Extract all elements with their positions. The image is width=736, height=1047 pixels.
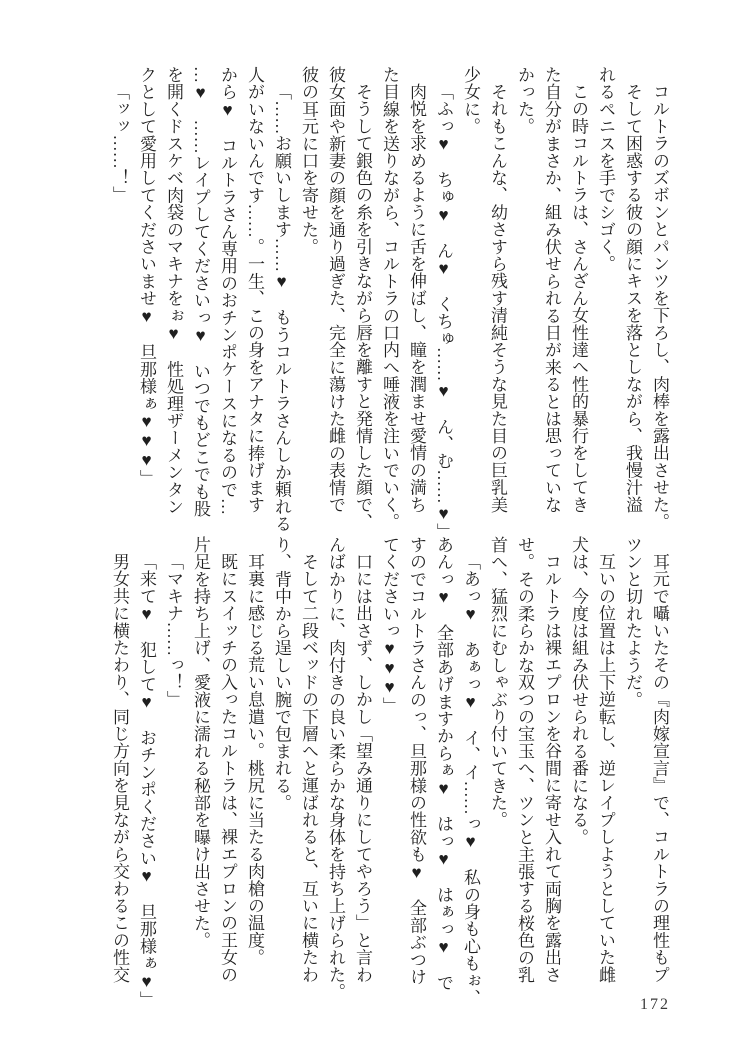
text-column: てくださいっ♥♥♥」	[380, 536, 399, 714]
text-column: から♥ コルトラさん専用のおチンポケースになるので…	[218, 66, 237, 516]
text-column: を開くドスケベ肉袋のマキナをぉ♥ 性処理ザーメンタン	[164, 66, 183, 516]
text-column: コルトラは裸エプロンを谷間に寄せ入れて両胸を露出さ	[542, 553, 561, 983]
text-column: クとして愛用してくださいませ♥ 旦那様ぁ♥♥♥」	[137, 66, 156, 487]
text-column: 首へ、猛烈にむしゃぶり付いてきた。	[488, 536, 507, 829]
text-column: 彼の耳元に口を寄せた。	[299, 66, 318, 256]
text-column: 「来て♥ 犯して♥ おチンポください♥ 旦那様ぁ♥」	[137, 553, 156, 1009]
text-column: そして二段ベッドの下層へと運ばれると、互いに横たわ	[299, 553, 318, 983]
text-column: 人がいないんです……。一生、この身をアナタに捧げます	[245, 66, 264, 514]
page-number: 172	[640, 996, 670, 1013]
text-column: 肉悦を求めるように舌を伸ばし、瞳を潤ませ愛情の満ち	[407, 83, 426, 513]
text-column: 彼女面や新妻の顔を通り過ぎた、完全に蕩けた雌の表情で	[326, 66, 345, 514]
text-column: コルトラのズボンとパンツを下ろし、肉棒を露出させた。	[650, 83, 669, 531]
text-column: 男女共に横たわり、同じ方向を見ながら交わるこの性交	[110, 553, 129, 983]
text-column: んばかりに、肉付きの良い柔らかな身体を持ち上げられた。	[326, 536, 345, 1001]
text-column: 犬は、今度は組み伏せられる番になる。	[569, 536, 588, 846]
text-column: 耳裏に感じる荒い息遣い。桃尻に当たる肉槍の温度。	[245, 553, 264, 966]
text-column: り、背中から逞しい腕で包まれる。	[272, 536, 291, 812]
text-column: 「マキナ……っ！」	[164, 553, 183, 708]
text-column: せ。その柔らかな双つの宝玉へ、ツンと主張する桜色の乳	[515, 536, 534, 984]
text-band-top	[106, 66, 673, 541]
text-column: そうして銀色の糸を引きながら唇を離すと発情した顔で、	[353, 83, 372, 531]
text-column: すのでコルトラさんのっ、旦那様の性欲も♥ 全部ぶつけ	[407, 536, 426, 986]
text-column: 既にスイッチの入ったコルトラは、裸エプロンの王女の	[218, 553, 237, 983]
text-column: 片足を持ち上げ、愛液に濡れる秘部を曝け出させた。	[191, 536, 210, 949]
text-column: 口には出さず、しかし「望み通りにしてやろう」と言わ	[353, 553, 372, 983]
text-column: 「ふっ♥ ちゅ♥ ん♥ くちゅ……♥ ん、む……♥」	[434, 83, 453, 541]
text-column: 耳元で囁いたその『肉嫁宣言』で、コルトラの理性もプ	[650, 553, 669, 983]
text-column: ツンと切れたようだ。	[623, 536, 642, 708]
text-column: れるペニスを手でシゴく。	[596, 66, 615, 273]
text-column: 少女に。	[461, 66, 480, 135]
text-column: 互いの位置は上下逆転し、逆レイプしようとしていた雌	[596, 553, 615, 983]
text-column: あんっ♥ 全部あげますからぁ♥ はっ♥ はぁっ♥ で	[434, 536, 453, 992]
text-column: 「……お願いします……♥ もうコルトラさんしか頼れる	[272, 83, 291, 533]
text-column: 「ッッ……！」	[110, 83, 129, 204]
text-column: た目線を送りながら、コルトラの口内へ唾液を注いでいく。	[380, 66, 399, 531]
text-column: た自分がまさか、組み伏せられる日が来るとは思っていな	[542, 66, 561, 514]
text-column: それもこんな、幼さすら残す清純そうな見た目の巨乳美	[488, 83, 507, 513]
text-column: そして困惑する彼の顔にキスを落としながら、我慢汁溢	[623, 83, 642, 513]
text-column: 「あっ♥ あぁっ♥ イ、イ……っ♥ 私の身も心もぉ、	[461, 553, 480, 1007]
text-column: この時コルトラは、さんざん女性達へ性的暴行をしてき	[569, 83, 588, 513]
text-column: …♥ ……レイプしてくださいっ♥ いつでもどこでも股	[191, 66, 210, 518]
text-column: かった。	[515, 66, 534, 135]
